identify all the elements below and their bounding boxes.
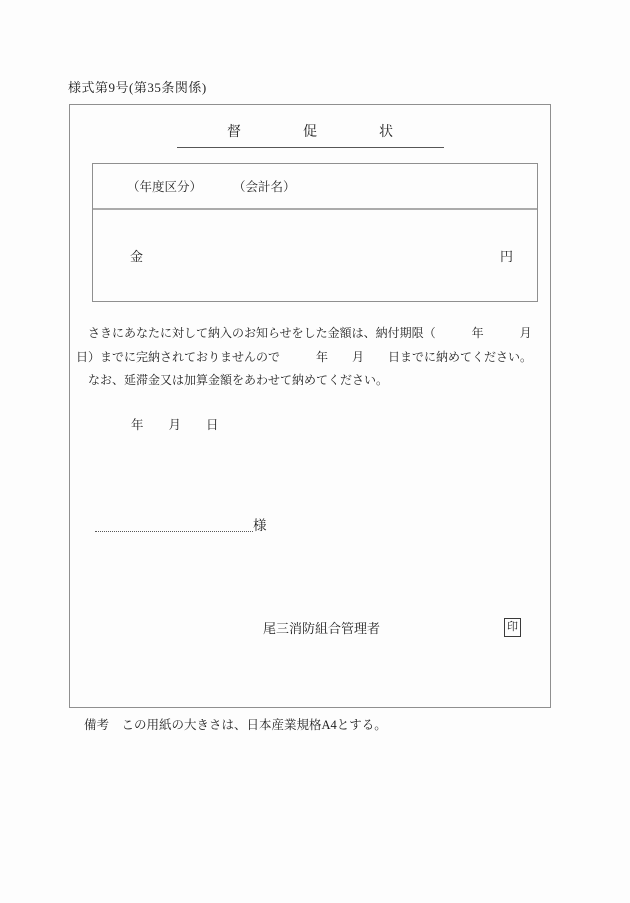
form-number-label: 様式第9号(第35条関係) xyxy=(68,80,207,95)
form-title-char-3: 状 xyxy=(379,125,393,140)
issue-date-line: 年 月 日 xyxy=(131,417,219,432)
amount-table xyxy=(92,163,538,302)
issuer-signature-row xyxy=(263,618,521,637)
year-category-label: （年度区分） xyxy=(127,180,203,194)
seal-placeholder: 印 xyxy=(504,618,521,637)
addressee-honorific: 様 xyxy=(253,517,267,533)
addressee-dotted-line xyxy=(95,519,253,532)
amount-prefix-label: 金 xyxy=(130,249,144,264)
addressee-line xyxy=(95,518,550,534)
body-line-1: さきにあなたに対して納入のお知らせをした金額は、納付期限（ 年 月 xyxy=(76,326,532,340)
remarks-note: 備考 この用紙の大きさは、日本産業規格A4とする。 xyxy=(84,718,387,732)
form-border-box xyxy=(69,104,551,708)
body-line-2: 日）までに完納されておりませんので 年 月 日までに納めてください。 xyxy=(76,349,533,364)
form-title-char-1: 督 xyxy=(227,125,241,140)
body-line-3: なお、延滞金又は加算金額をあわせて納めてください。 xyxy=(76,373,389,387)
issuer-name: 尾三消防組合管理者 xyxy=(263,620,381,636)
body-paragraph xyxy=(76,322,542,393)
amount-table-header-row xyxy=(93,164,537,210)
account-name-label: （会計名） xyxy=(233,180,296,194)
form-title-char-2: 促 xyxy=(303,125,317,140)
amount-row xyxy=(93,210,537,301)
form-title xyxy=(177,126,444,148)
currency-suffix-label: 円 xyxy=(499,249,513,264)
